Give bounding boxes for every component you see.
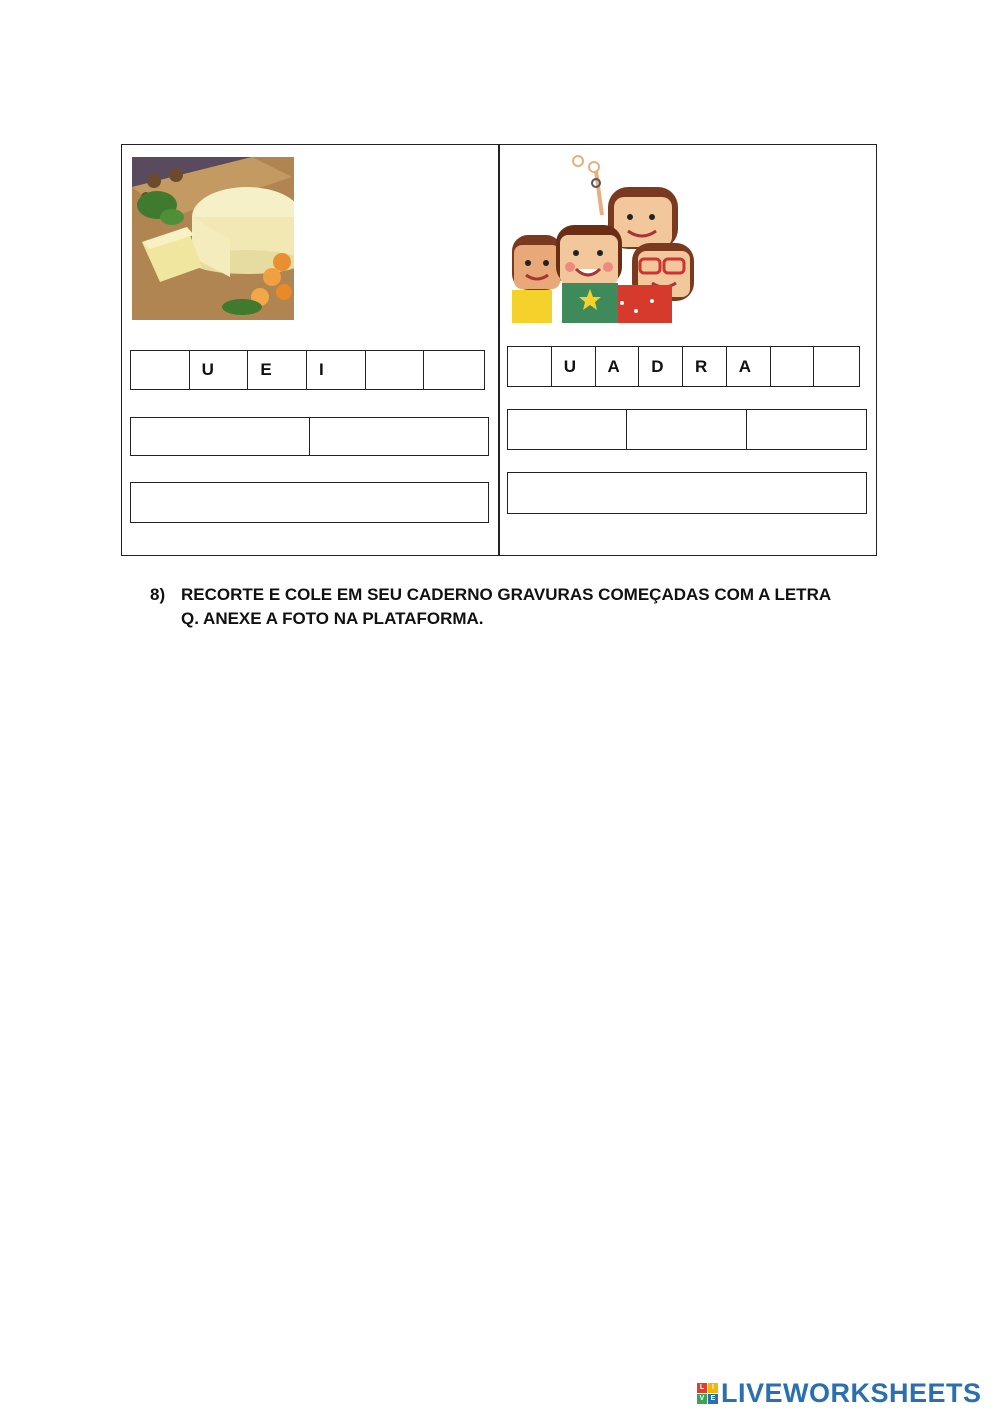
letter-box[interactable]	[131, 351, 190, 389]
syllable-box[interactable]	[747, 410, 866, 449]
syllable-box[interactable]	[131, 418, 310, 455]
letter-box[interactable]	[424, 351, 484, 389]
brand-name: LIVEWORKSHEETS	[721, 1377, 982, 1408]
liveworksheets-logo-icon: L I V E	[697, 1383, 718, 1404]
letter-box: U	[190, 351, 249, 389]
question-number: 8)	[150, 585, 166, 604]
letter-row-left	[130, 350, 485, 390]
letter-box: U	[552, 347, 596, 386]
letter-box: D	[639, 347, 683, 386]
table-divider	[498, 144, 500, 556]
letter-box: A	[727, 347, 771, 386]
letter-row-right	[507, 346, 860, 387]
word-field[interactable]	[131, 483, 488, 522]
letter-box: R	[683, 347, 727, 386]
syllable-row-left	[130, 417, 489, 456]
letter-box: E	[248, 351, 307, 389]
syllable-box[interactable]	[627, 410, 746, 449]
word-field[interactable]	[508, 473, 866, 513]
word-box-right[interactable]	[507, 472, 867, 514]
question-text: RECORTE E COLE EM SEU CADERNO GRAVURAS COMEÇADAS COM A LETRA Q. ANEXE A FOTO NA PLATAFORMA.	[181, 585, 831, 628]
letter-box: A	[596, 347, 640, 386]
letter-box: I	[307, 351, 366, 389]
liveworksheets-logo	[697, 1378, 982, 1408]
letter-box[interactable]	[771, 347, 815, 386]
children-image	[512, 155, 694, 323]
letter-box[interactable]	[366, 351, 425, 389]
syllable-box[interactable]	[508, 410, 627, 449]
letter-box[interactable]	[508, 347, 552, 386]
letter-box[interactable]	[814, 347, 859, 386]
syllable-box[interactable]	[310, 418, 488, 455]
cheese-image	[132, 157, 294, 320]
word-box-left[interactable]	[130, 482, 489, 523]
syllable-row-right	[507, 409, 867, 450]
